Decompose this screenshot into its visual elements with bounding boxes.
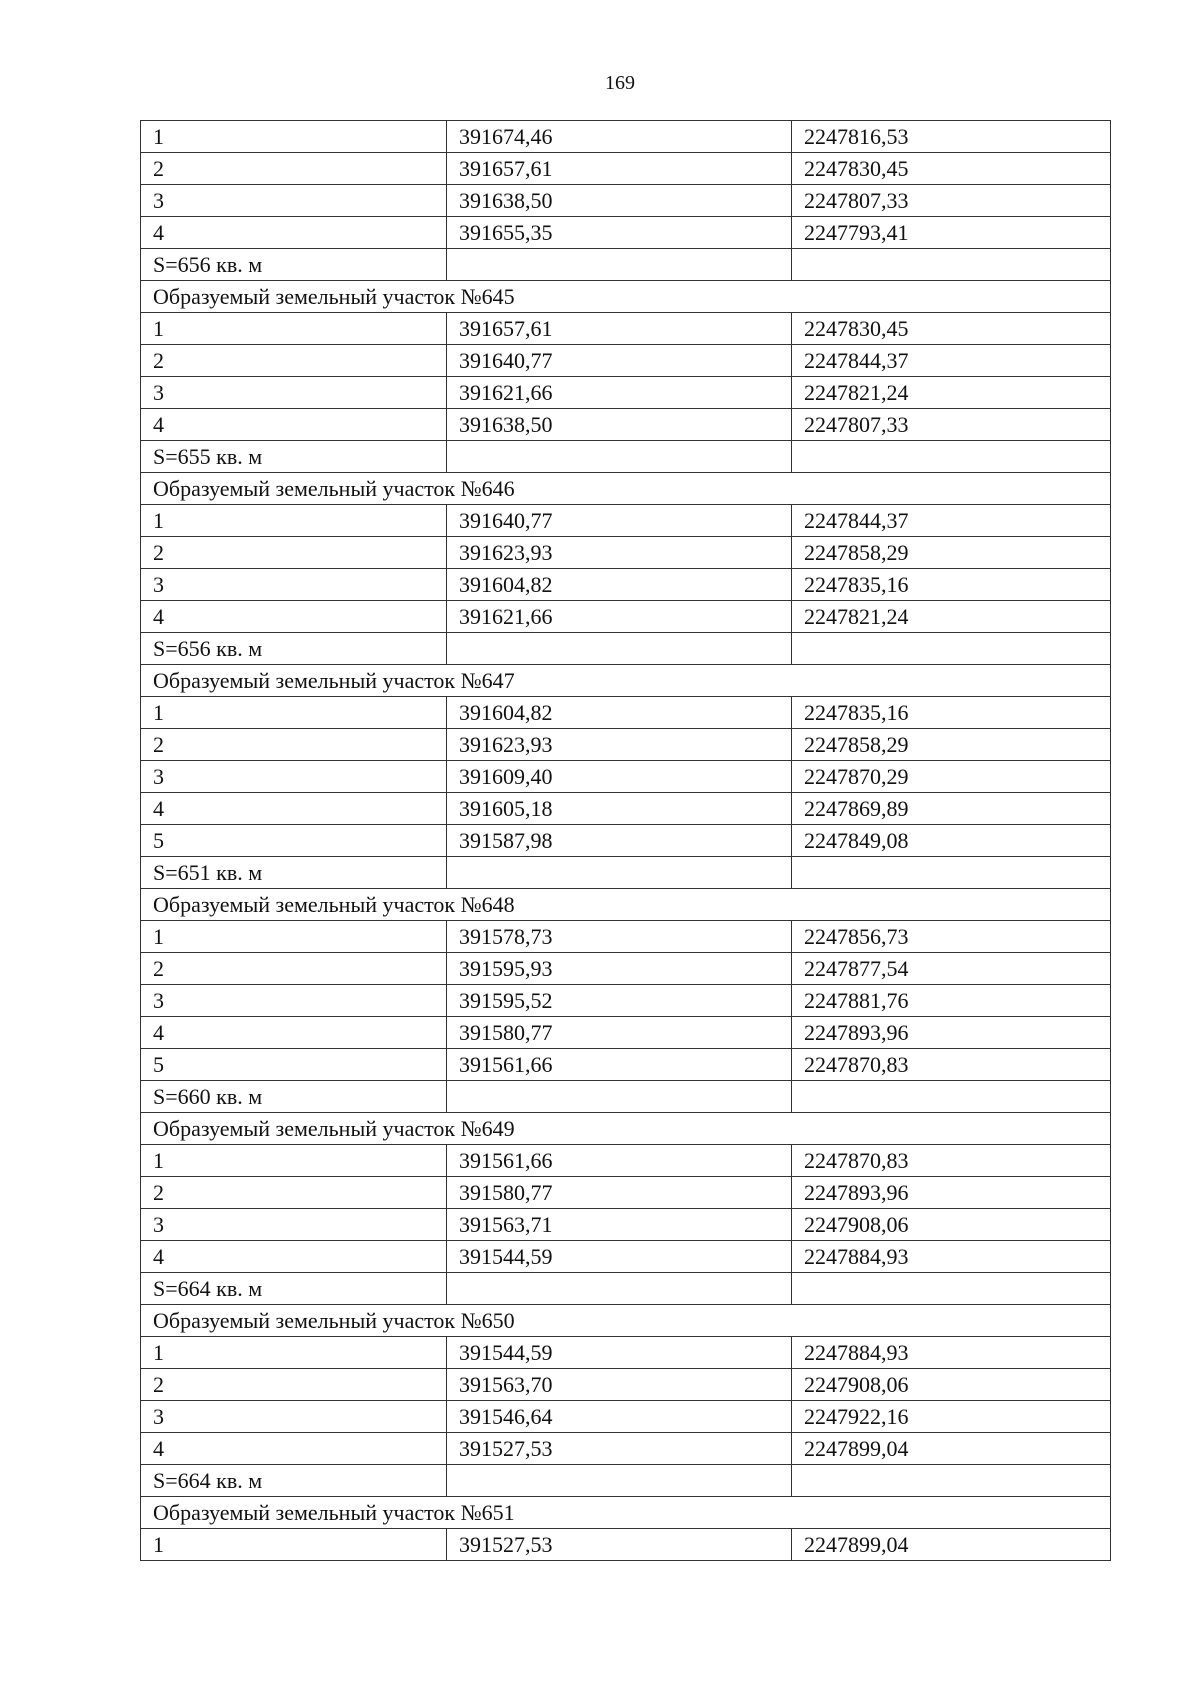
y-coordinate-cell: 2247922,16 [792,1401,1111,1433]
y-coordinate-cell: 2247835,16 [792,569,1111,601]
plot-header-cell: Образуемый земельный участок №647 [141,665,1111,697]
area-cell: S=656 кв. м [141,249,447,281]
x-coordinate-cell: 391544,59 [447,1337,792,1369]
point-number-cell: 3 [141,185,447,217]
point-number-cell: 1 [141,1337,447,1369]
x-coordinate-cell: 391638,50 [447,185,792,217]
x-coordinate-cell: 391561,66 [447,1145,792,1177]
empty-cell [792,441,1111,473]
empty-cell [447,857,792,889]
x-coordinate-cell: 391595,52 [447,985,792,1017]
y-coordinate-cell: 2247870,83 [792,1145,1111,1177]
x-coordinate-cell: 391563,70 [447,1369,792,1401]
x-coordinate-cell: 391655,35 [447,217,792,249]
y-coordinate-cell: 2247870,29 [792,761,1111,793]
area-cell: S=664 кв. м [141,1465,447,1497]
point-number-cell: 4 [141,1241,447,1273]
point-number-cell: 3 [141,569,447,601]
x-coordinate-cell: 391578,73 [447,921,792,953]
point-row [141,345,1111,377]
point-row [141,313,1111,345]
x-coordinate-cell: 391580,77 [447,1177,792,1209]
point-number-cell: 1 [141,1529,447,1561]
x-coordinate-cell: 391561,66 [447,1049,792,1081]
x-coordinate-cell: 391604,82 [447,697,792,729]
y-coordinate-cell: 2247835,16 [792,697,1111,729]
point-row [141,1529,1111,1561]
area-cell: S=655 кв. м [141,441,447,473]
coordinates-table [140,120,1111,1561]
point-number-cell: 2 [141,1177,447,1209]
plot-header-cell: Образуемый земельный участок №651 [141,1497,1111,1529]
point-row [141,697,1111,729]
empty-cell [792,857,1111,889]
y-coordinate-cell: 2247844,37 [792,345,1111,377]
point-number-cell: 2 [141,537,447,569]
y-coordinate-cell: 2247821,24 [792,377,1111,409]
point-number-cell: 3 [141,1401,447,1433]
point-row [141,1401,1111,1433]
area-row [141,1081,1111,1113]
point-row [141,185,1111,217]
y-coordinate-cell: 2247858,29 [792,537,1111,569]
plot-header-row [141,281,1111,313]
area-row [141,1465,1111,1497]
plot-header-cell: Образуемый земельный участок №646 [141,473,1111,505]
plot-header-row [141,889,1111,921]
point-number-cell: 1 [141,1145,447,1177]
point-row [141,1369,1111,1401]
point-number-cell: 5 [141,1049,447,1081]
x-coordinate-cell: 391640,77 [447,345,792,377]
area-cell: S=651 кв. м [141,857,447,889]
x-coordinate-cell: 391621,66 [447,377,792,409]
y-coordinate-cell: 2247807,33 [792,409,1111,441]
x-coordinate-cell: 391544,59 [447,1241,792,1273]
point-number-cell: 2 [141,953,447,985]
y-coordinate-cell: 2247877,54 [792,953,1111,985]
empty-cell [447,441,792,473]
y-coordinate-cell: 2247869,89 [792,793,1111,825]
x-coordinate-cell: 391621,66 [447,601,792,633]
point-row [141,569,1111,601]
y-coordinate-cell: 2247884,93 [792,1337,1111,1369]
y-coordinate-cell: 2247899,04 [792,1433,1111,1465]
point-number-cell: 2 [141,1369,447,1401]
point-row [141,1017,1111,1049]
empty-cell [447,633,792,665]
y-coordinate-cell: 2247830,45 [792,153,1111,185]
empty-cell [447,1465,792,1497]
x-coordinate-cell: 391580,77 [447,1017,792,1049]
point-row [141,153,1111,185]
point-number-cell: 2 [141,345,447,377]
y-coordinate-cell: 2247884,93 [792,1241,1111,1273]
y-coordinate-cell: 2247849,08 [792,825,1111,857]
point-number-cell: 1 [141,921,447,953]
empty-cell [792,249,1111,281]
point-number-cell: 3 [141,1209,447,1241]
point-row [141,1433,1111,1465]
y-coordinate-cell: 2247830,45 [792,313,1111,345]
y-coordinate-cell: 2247807,33 [792,185,1111,217]
point-number-cell: 4 [141,1433,447,1465]
y-coordinate-cell: 2247893,96 [792,1017,1111,1049]
point-number-cell: 1 [141,313,447,345]
x-coordinate-cell: 391587,98 [447,825,792,857]
y-coordinate-cell: 2247816,53 [792,121,1111,153]
empty-cell [792,1081,1111,1113]
point-row [141,985,1111,1017]
x-coordinate-cell: 391563,71 [447,1209,792,1241]
x-coordinate-cell: 391657,61 [447,313,792,345]
plot-header-row [141,665,1111,697]
point-number-cell: 4 [141,793,447,825]
point-row [141,1049,1111,1081]
plot-header-row [141,1305,1111,1337]
x-coordinate-cell: 391546,64 [447,1401,792,1433]
point-row [141,217,1111,249]
area-row [141,1273,1111,1305]
plot-header-cell: Образуемый земельный участок №649 [141,1113,1111,1145]
point-row [141,1241,1111,1273]
coordinates-table-body [141,121,1111,1561]
point-number-cell: 5 [141,825,447,857]
plot-header-cell: Образуемый земельный участок №645 [141,281,1111,313]
point-number-cell: 4 [141,217,447,249]
point-number-cell: 2 [141,729,447,761]
empty-cell [447,1081,792,1113]
point-row [141,377,1111,409]
point-number-cell: 3 [141,761,447,793]
empty-cell [447,1273,792,1305]
area-row [141,633,1111,665]
empty-cell [792,633,1111,665]
plot-header-row [141,473,1111,505]
point-number-cell: 3 [141,377,447,409]
point-row [141,1145,1111,1177]
y-coordinate-cell: 2247858,29 [792,729,1111,761]
y-coordinate-cell: 2247870,83 [792,1049,1111,1081]
y-coordinate-cell: 2247881,76 [792,985,1111,1017]
point-row [141,793,1111,825]
point-row [141,537,1111,569]
plot-header-row [141,1497,1111,1529]
y-coordinate-cell: 2247844,37 [792,505,1111,537]
x-coordinate-cell: 391657,61 [447,153,792,185]
point-row [141,1209,1111,1241]
point-number-cell: 4 [141,409,447,441]
x-coordinate-cell: 391527,53 [447,1529,792,1561]
point-number-cell: 1 [141,697,447,729]
x-coordinate-cell: 391674,46 [447,121,792,153]
x-coordinate-cell: 391638,50 [447,409,792,441]
point-row [141,601,1111,633]
point-row [141,505,1111,537]
empty-cell [792,1273,1111,1305]
empty-cell [792,1465,1111,1497]
y-coordinate-cell: 2247908,06 [792,1369,1111,1401]
point-row [141,121,1111,153]
point-number-cell: 4 [141,1017,447,1049]
y-coordinate-cell: 2247893,96 [792,1177,1111,1209]
area-row [141,441,1111,473]
x-coordinate-cell: 391623,93 [447,537,792,569]
point-number-cell: 3 [141,985,447,1017]
y-coordinate-cell: 2247821,24 [792,601,1111,633]
area-row [141,857,1111,889]
point-row [141,921,1111,953]
area-cell: S=664 кв. м [141,1273,447,1305]
point-number-cell: 4 [141,601,447,633]
point-row [141,1337,1111,1369]
y-coordinate-cell: 2247899,04 [792,1529,1111,1561]
y-coordinate-cell: 2247856,73 [792,921,1111,953]
point-row [141,729,1111,761]
plot-header-row [141,1113,1111,1145]
point-row [141,409,1111,441]
point-row [141,761,1111,793]
point-number-cell: 1 [141,121,447,153]
point-number-cell: 2 [141,153,447,185]
empty-cell [447,249,792,281]
area-cell: S=660 кв. м [141,1081,447,1113]
x-coordinate-cell: 391609,40 [447,761,792,793]
x-coordinate-cell: 391640,77 [447,505,792,537]
area-row [141,249,1111,281]
plot-header-cell: Образуемый земельный участок №648 [141,889,1111,921]
x-coordinate-cell: 391527,53 [447,1433,792,1465]
x-coordinate-cell: 391623,93 [447,729,792,761]
x-coordinate-cell: 391605,18 [447,793,792,825]
point-row [141,1177,1111,1209]
area-cell: S=656 кв. м [141,633,447,665]
point-row [141,953,1111,985]
y-coordinate-cell: 2247908,06 [792,1209,1111,1241]
plot-header-cell: Образуемый земельный участок №650 [141,1305,1111,1337]
point-row [141,825,1111,857]
x-coordinate-cell: 391604,82 [447,569,792,601]
y-coordinate-cell: 2247793,41 [792,217,1111,249]
x-coordinate-cell: 391595,93 [447,953,792,985]
page-number: 169 [605,72,635,94]
point-number-cell: 1 [141,505,447,537]
